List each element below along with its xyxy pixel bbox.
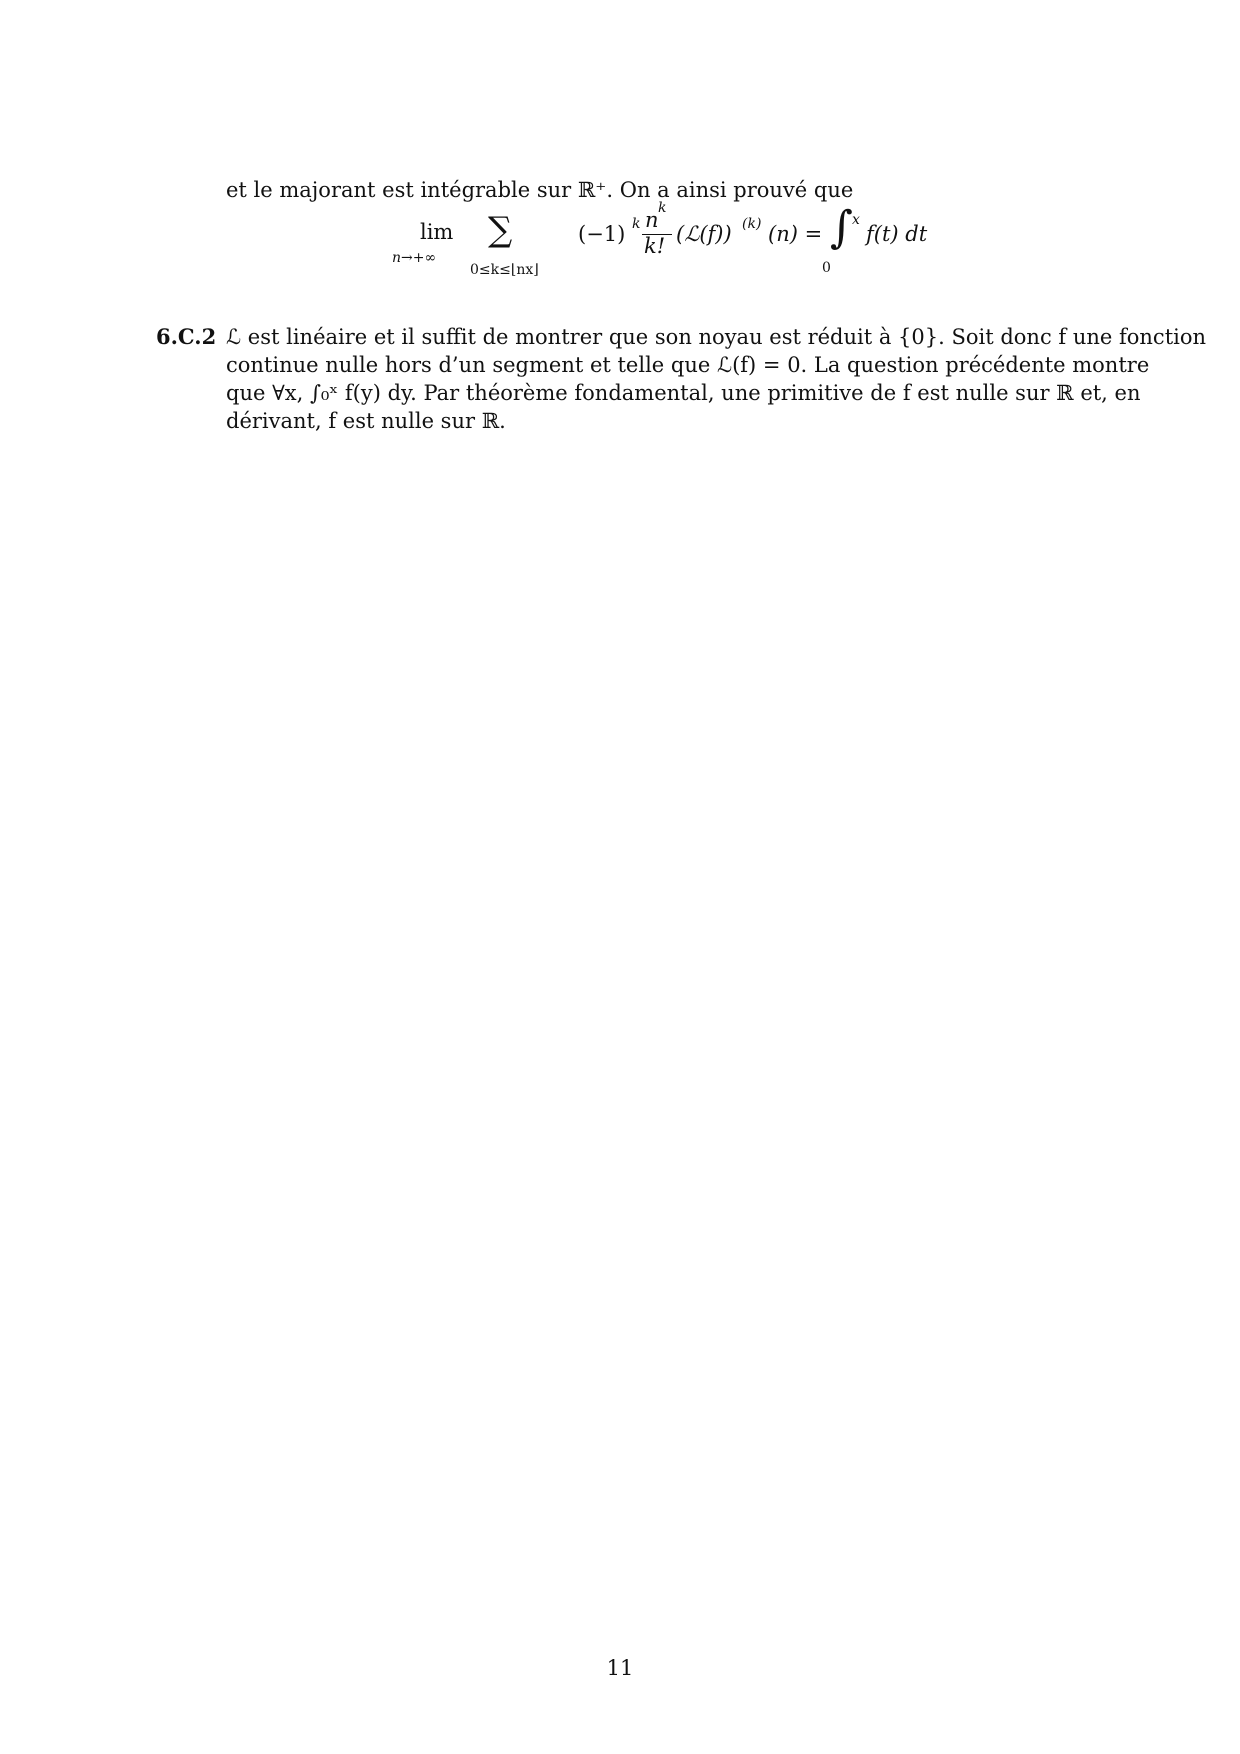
- integral-lower-bound: 0: [822, 260, 831, 276]
- intro-line: et le majorant est intégrable sur ℝ⁺. On a ainsi prouvé que: [226, 178, 854, 202]
- limit-equation: [392, 200, 940, 300]
- sum-subscript: 0≤k≤⌊nx⌋: [470, 262, 539, 278]
- operator-argument: (n) =: [768, 222, 823, 246]
- sum-symbol: ∑: [488, 210, 513, 250]
- integral-symbol: ∫: [830, 202, 853, 253]
- integral-upper-bound: x: [852, 212, 860, 228]
- operator-exponent: (k): [742, 216, 762, 232]
- sign-term: (−1): [578, 222, 626, 246]
- operator-term: (ℒ(f)): [676, 222, 732, 246]
- paragraph-line: dérivant, f est nulle sur ℝ.: [226, 409, 506, 433]
- sign-exponent: k: [632, 216, 641, 232]
- lim-subscript: n→+∞: [392, 250, 437, 266]
- lim-operator: lim: [420, 220, 454, 244]
- paragraph-line: ℒ est linéaire et il suffit de montrer que son noyau est réduit à {0}. Soit donc f une fonction: [226, 325, 1207, 349]
- paragraph-line: continue nulle hors d’un segment et telle que ℒ(f) = 0. La question précédente montre: [226, 353, 1150, 377]
- paragraph-line: que ∀x, ∫₀ˣ f(y) dy. Par théorème fondamental, une primitive de f est nulle sur ℝ et, en: [226, 381, 1141, 405]
- fraction-numerator-exponent: k: [658, 200, 667, 216]
- fraction-denominator: k!: [644, 234, 666, 258]
- section-paragraph: [226, 323, 1207, 435]
- integrand: f(t) dt: [866, 222, 928, 246]
- page-number: 11: [606, 1656, 634, 1680]
- fraction-numerator: n: [645, 208, 659, 232]
- section-label: 6.C.2: [156, 324, 217, 349]
